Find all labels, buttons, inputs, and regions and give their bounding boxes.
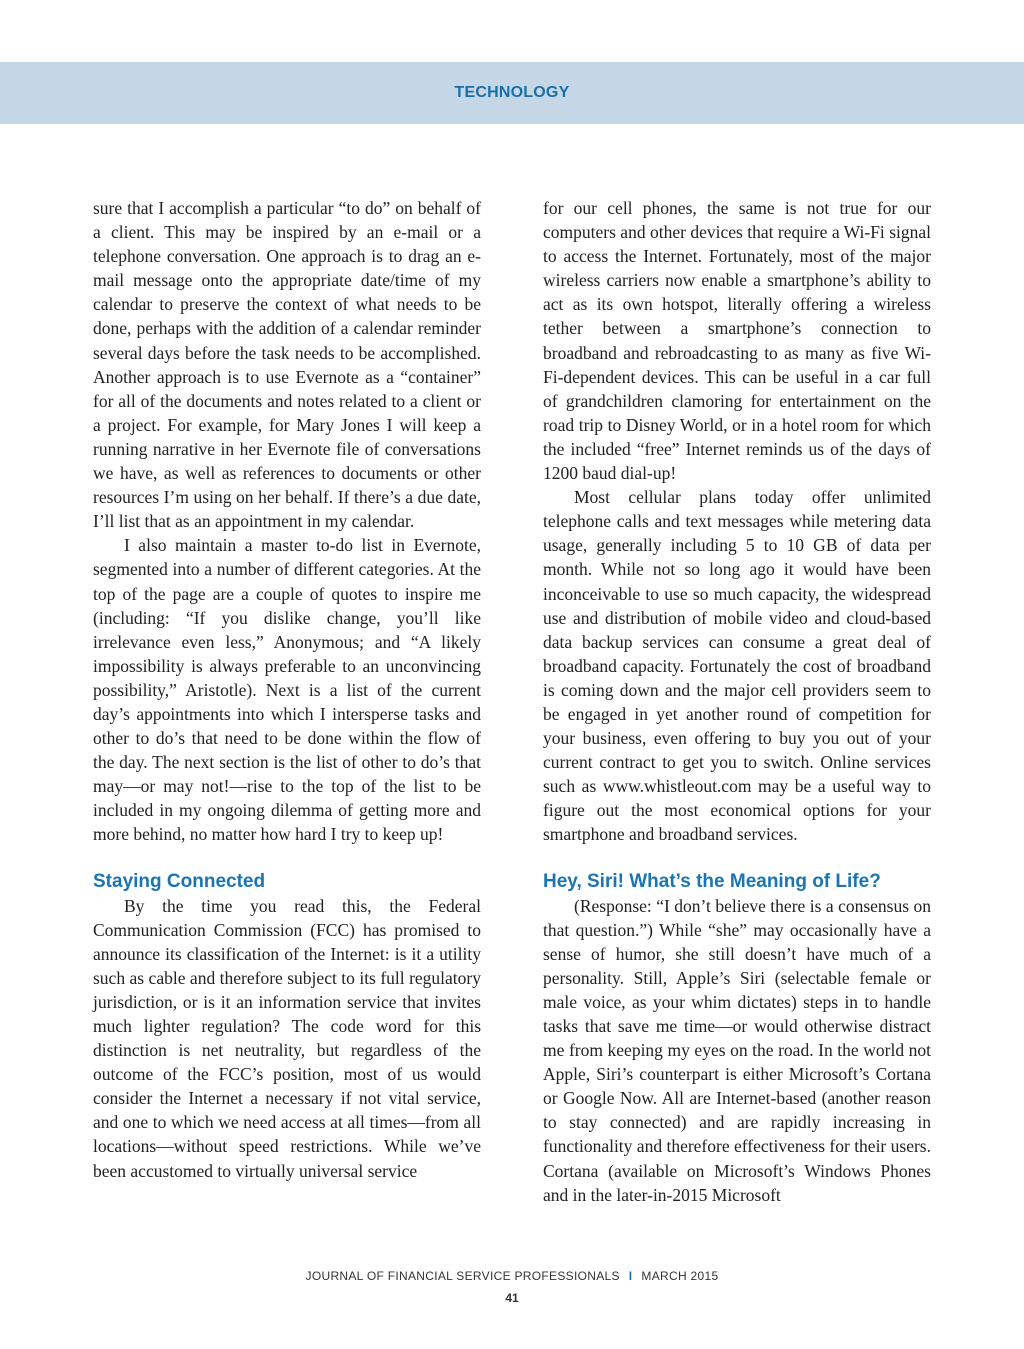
- left-column: [93, 196, 481, 1183]
- footer-separator: I: [628, 1269, 633, 1283]
- heading-staying-connected: Staying Connected: [93, 870, 266, 892]
- page-footer: [0, 1269, 1024, 1283]
- right-paragraph-3: (Response: “I don’t believe there is a consensus on that question.”) While “she” may occasionally have a sense of humor, she still doesn’t have much of a personality. Still, Apple’s Siri (selectable female or male voice, as your whim dictates) steps in to handle tasks that save me time—or would otherwise distract me from keeping my eyes on the road. In the world not Apple, Siri’s counterpart is either Microsoft’s Cortana or Google Now. All are Internet-based (another reason to stay connected) and are rapidly increasing in functionality and therefore effectiveness for their users. Cortana (available on Microsoft’s Windows Phones and in the later-in-2015 Microsoft: [543, 895, 931, 1205]
- left-paragraph-1: sure that I accomplish a particular “to do” on behalf of a client. This may be inspired by an e-mail or a telephone conversation. One approach is to drag an e-mail message onto the appropriate date/time of my calendar to preserve the context of what needs to be done, perhaps with the addition of a calendar reminder several days before the task needs to be accomplished. Another approach is to use Evernote as a “container” for all of the documents and notes related to a client or a project. For example, for Mary Jones I will keep a running narrative in her Evernote file of conversations we have, as well as references to documents or other resources I’m using on her behalf. If there’s a due date, I’ll list that as an appointment in my calendar.: [93, 198, 481, 532]
- journal-name: JOURNAL OF FINANCIAL SERVICE PROFESSIONALS: [305, 1269, 620, 1283]
- heading-hey-siri: Hey, Siri! What’s the Meaning of Life?: [543, 870, 881, 892]
- issue-date: MARCH 2015: [641, 1269, 719, 1283]
- left-paragraph-3: By the time you read this, the Federal Communication Commission (FCC) has promised to announce its classification of the Internet: is it a utility such as cable and therefore subject to its full regulatory jurisdiction, or is it an information service that invites much lighter regulation? The code word for this distinction is net neutrality, but regardless of the outcome of the FCC’s position, most of us would consider the Internet a necessary if not vital service, and one to which we need access at all times—from all locations—without speed restrictions. While we’ve been accustomed to virtually universal service: [93, 895, 481, 1181]
- right-paragraph-2: Most cellular plans today offer unlimited telephone calls and text messages while metering data usage, generally including 5 to 10 GB of data per month. While not so long ago it would have been inconceivable to use so much capacity, the widespread use and distribution of mobile video and cloud-based data backup services can consume a great deal of broadband capacity. Fortunately the cost of broadband is coming down and the major cell providers seem to be engaged in yet another round of competition for your business, even offering to buy you out of your current contract to get you to switch. Online services such as www.whistleout.com may be a useful way to figure out the most economical options for your smartphone and broadband services.: [543, 487, 931, 845]
- section-banner: [0, 62, 1024, 124]
- page-number: 41: [505, 1291, 519, 1305]
- right-paragraph-1: for our cell phones, the same is not true for our computers and other devices that require a Wi-Fi signal to access the Internet. Fortunately, most of the major wireless carriers now enable a smartphone’s ability to act as its own hotspot, literally offering a wireless tether between a smartphone’s connection to broadband and rebroadcasting to as many as five Wi-Fi-dependent devices. This can be useful in a car full of grandchildren clamoring for entertainment on the road trip to Disney World, or in a hotel room for which the included “free” Internet reminds us of the days of 1200 baud dial-up!: [543, 198, 931, 484]
- left-paragraph-2: I also maintain a master to-do list in Evernote, segmented into a number of different categories. At the top of the page are a couple of quotes to inspire me (including: “If you dislike change, you’ll like irrelevance even less,” Anonymous; and “A likely impossibility is always preferable to an unconvincing possibility,” Aristotle). Next is a list of the current day’s appointments into which I intersperse tasks and other to do’s that need to be done within the flow of the day. The next section is the list of other to do’s that may—or may not!—rise to the top of the list to be included in my ongoing dilemma of getting more and more behind, no matter how hard I try to keep up!: [93, 535, 481, 845]
- right-column: [543, 196, 931, 1207]
- section-title: TECHNOLOGY: [454, 84, 570, 101]
